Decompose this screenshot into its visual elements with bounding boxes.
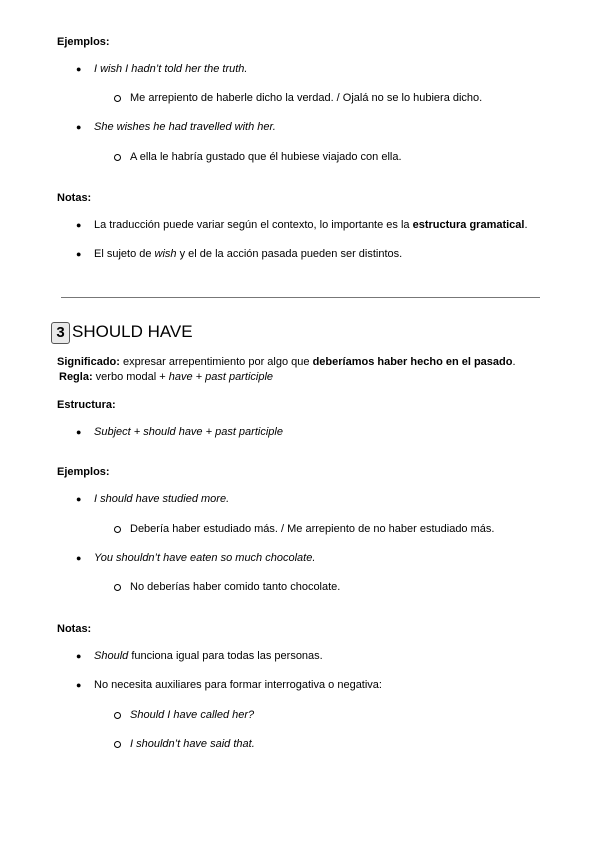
bullet-icon: ● <box>76 553 82 563</box>
note-item: La traducción puede variar según el contexto, lo importante es la estructura gramatical. <box>94 219 528 231</box>
example-text: You shouldn’t have eaten so much chocolate. <box>94 552 316 564</box>
bullet-icon: ● <box>76 220 82 230</box>
bullet-icon: ● <box>76 122 82 132</box>
example-text: I should have studied more. <box>94 493 230 505</box>
sub-bullet-icon <box>114 154 121 161</box>
bullet-icon: ● <box>76 680 82 690</box>
rule-line: Regla: verbo modal + have + past participle <box>59 371 274 383</box>
example-text: She wishes he had travelled with her. <box>94 121 276 133</box>
sub-bullet-icon <box>114 741 121 748</box>
note-item: Should funciona igual para todas las personas. <box>94 650 323 662</box>
section-number-badge: 3 <box>51 322 70 344</box>
sub-bullet-icon <box>114 712 121 719</box>
note-sub-example: Should I have called her? <box>130 709 255 721</box>
example-translation: No deberías haber comido tanto chocolate. <box>130 581 341 593</box>
sub-bullet-icon <box>114 526 121 533</box>
notes-label: Notas: <box>57 623 92 635</box>
bullet-icon: ● <box>76 249 82 259</box>
example-translation: A ella le habría gustado que él hubiese viajado con ella. <box>130 151 402 163</box>
example-text: I wish I hadn’t told her the truth. <box>94 63 248 75</box>
examples-label: Ejemplos: <box>57 466 110 478</box>
meaning-line: Significado: expresar arrepentimiento por algo que deberíamos haber hecho en el pasado. <box>57 356 516 368</box>
sub-bullet-icon <box>114 95 121 102</box>
sub-bullet-icon <box>114 584 121 591</box>
note-item: El sujeto de wish y el de la acción pasada pueden ser distintos. <box>94 248 403 260</box>
bullet-icon: ● <box>76 494 82 504</box>
example-translation: Me arrepiento de haberle dicho la verdad. / Ojalá no se lo hubiera dicho. <box>130 92 483 104</box>
note-item: No necesita auxiliares para formar interrogativa o negativa: <box>94 679 382 691</box>
section-divider <box>61 297 540 298</box>
note-sub-example: I shouldn’t have said that. <box>130 738 255 750</box>
structure-formula: Subject + should have + past participle <box>94 426 283 438</box>
structure-label: Estructura: <box>57 399 116 411</box>
bullet-icon: ● <box>76 64 82 74</box>
notes-label: Notas: <box>57 192 92 204</box>
example-translation: Debería haber estudiado más. / Me arrepiento de no haber estudiado más. <box>130 523 495 535</box>
bullet-icon: ● <box>76 427 82 437</box>
bullet-icon: ● <box>76 651 82 661</box>
section-title: SHOULD HAVE <box>72 322 193 341</box>
examples-label: Ejemplos: <box>57 36 110 48</box>
